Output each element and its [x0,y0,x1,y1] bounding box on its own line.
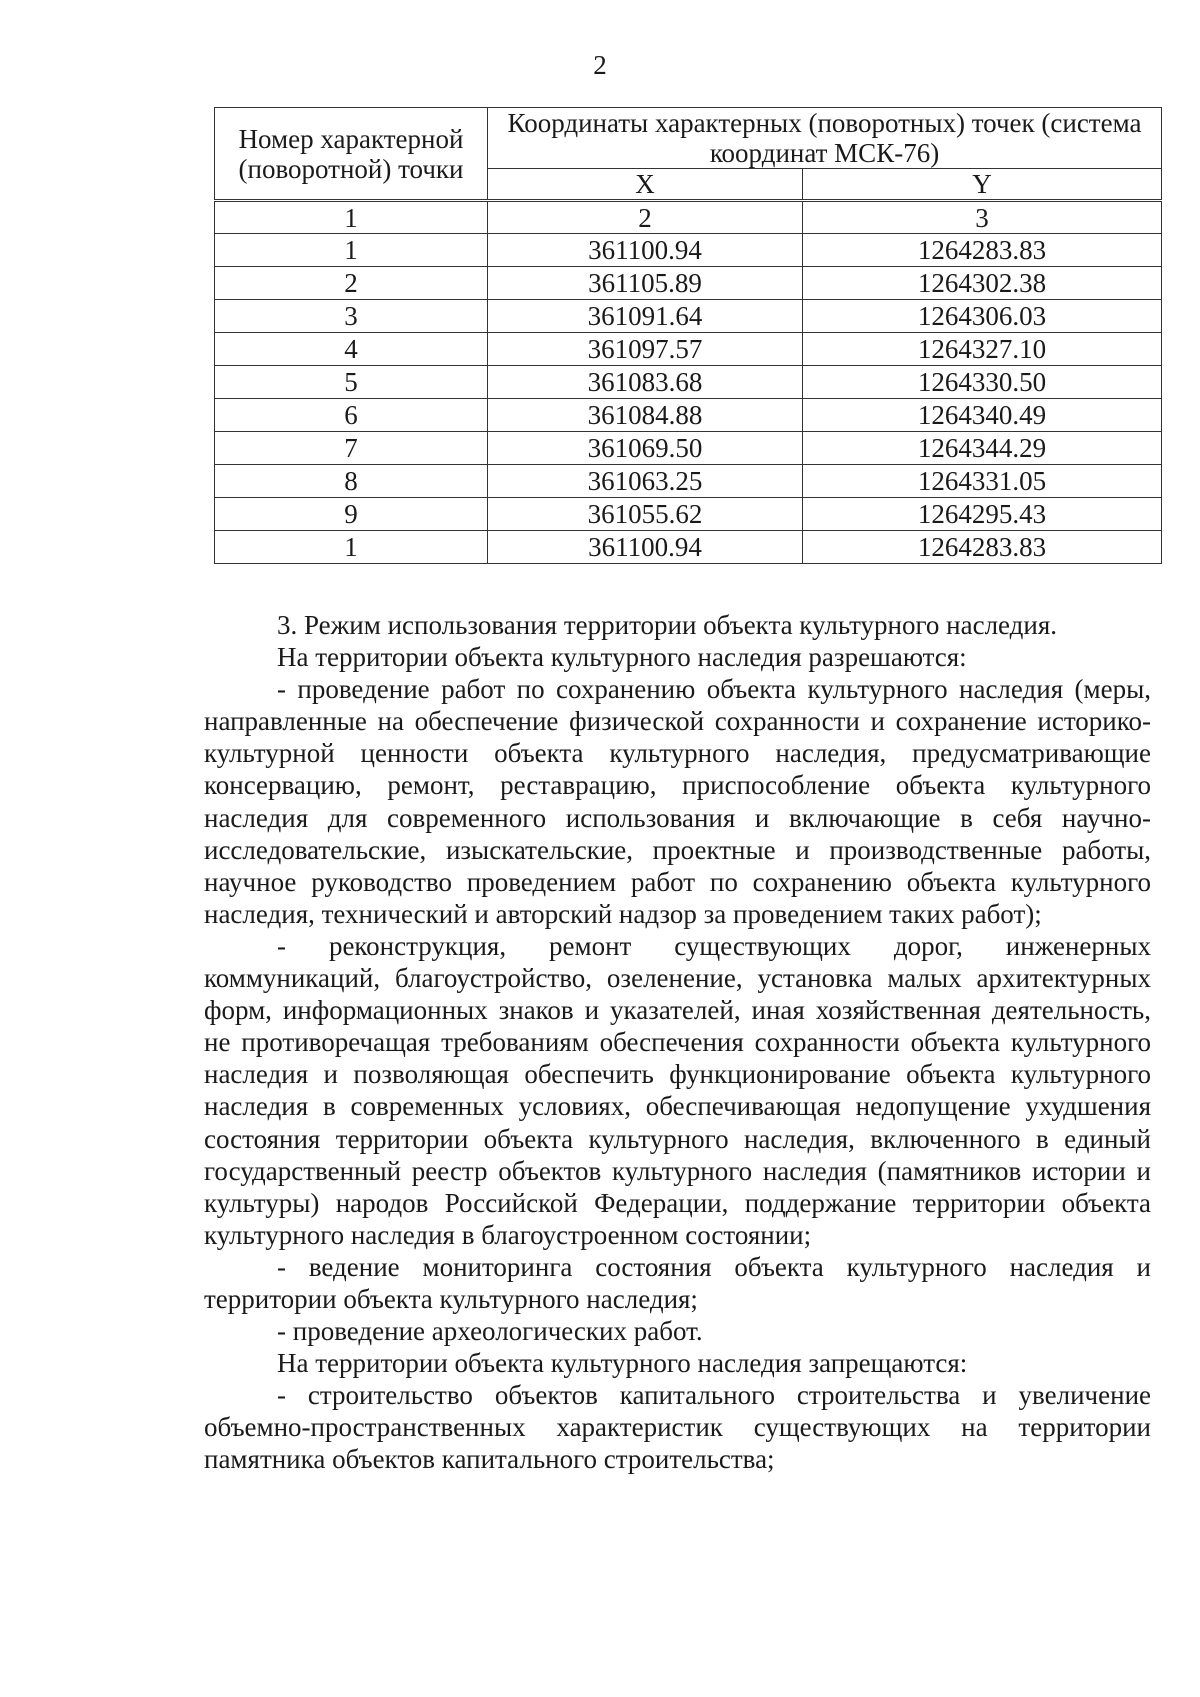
header-x: X [488,169,803,201]
table-row [215,333,1162,366]
point-number: 3 [215,300,488,333]
coord-x: 361084.88 [488,399,803,432]
coord-y: 1264306.03 [803,300,1162,333]
column-number-2: 2 [488,201,803,234]
column-numbers-row [215,201,1162,234]
point-number: 5 [215,366,488,399]
table-row [215,465,1162,498]
coord-y: 1264344.29 [803,432,1162,465]
allowed-intro: На территории объекта культурного наследия разрешаются: [277,642,967,673]
allowed-item-preservation-works: - проведение работ по сохранению объекта культурного наследия (меры, направленные на обеспечение физической сохранности и сохранение историко-культурной ценности объекта культурного наследия, предусматривающие консервацию, ремонт, реставрацию, приспособление объекта культурного наследия для современного использования и включающие в себя научно-исследовательские, изыскательские, проектные и производственные работы, научное руководство проведением работ по сохранению объекта культурного наследия, технический и авторский надзор за проведением таких работ); [204,674,1151,929]
column-number-3: 3 [803,201,1162,234]
table-row [215,366,1162,399]
point-number: 7 [215,432,488,465]
document-body [204,609,1151,1476]
header-y: Y [803,169,1162,201]
coord-y: 1264327.10 [803,333,1162,366]
prohibited-item-construction: - строительство объектов капитального строительства и увеличение объемно-пространственных характеристик существующих на территории памятника объектов капитального строительства; [204,1380,1151,1475]
coord-x: 361055.62 [488,498,803,531]
point-number: 1 [215,531,488,564]
coord-x: 361097.57 [488,333,803,366]
coord-y: 1264283.83 [803,531,1162,564]
table-row [215,432,1162,465]
point-number: 2 [215,267,488,300]
table-row [215,300,1162,333]
point-number: 6 [215,399,488,432]
section-heading-usage-regime: 3. Режим использования территории объекта культурного наследия. [277,610,1058,640]
prohibited-intro: На территории объекта культурного наследия запрещаются: [277,1348,968,1379]
coordinates-table [214,107,1162,564]
point-number: 8 [215,465,488,498]
coord-x: 361083.68 [488,366,803,399]
table-row [215,531,1162,564]
coord-y: 1264283.83 [803,234,1162,267]
coord-y: 1264340.49 [803,399,1162,432]
header-coordinates: Координаты характерных (поворотных) точек (система координат МСК-76) [488,108,1162,169]
coord-x: 361100.94 [488,234,803,267]
table-row [215,498,1162,531]
header-point-number: Номер характерной (поворотной) точки [215,108,488,201]
coord-x: 361100.94 [488,531,803,564]
allowed-item-archaeology: - проведение археологических работ. [277,1316,703,1347]
coord-y: 1264330.50 [803,366,1162,399]
coord-y: 1264331.05 [803,465,1162,498]
point-number: 9 [215,498,488,531]
allowed-item-reconstruction: - реконструкция, ремонт существующих дорог, инженерных коммуникаций, благоустройство, озеленение, установка малых архитектурных форм, информационных знаков и указателей, иная хозяйственная деятельность, не противоречащая требованиям обеспечения сохранности объекта культурного наследия и позволяющая обеспечить функционирование объекта культурного наследия в современных условиях, обеспечивающая недопущение ухудшения состояния территории объекта культурного наследия, включенного в единый государственный реестр объектов культурного наследия (памятников истории и культуры) народов Российской Федерации, поддержание территории объекта культурного наследия в благоустроенном состоянии; [204,930,1151,1250]
coord-x: 361063.25 [488,465,803,498]
point-number: 4 [215,333,488,366]
column-number-1: 1 [215,201,488,234]
allowed-item-monitoring: - ведение мониторинга состояния объекта культурного наследия и территории объекта культурного наследия; [204,1251,1151,1314]
coord-x: 361069.50 [488,432,803,465]
coord-x: 361091.64 [488,300,803,333]
page-number: 2 [593,50,607,80]
table-row [215,234,1162,267]
point-number: 1 [215,234,488,267]
table-row [215,267,1162,300]
coord-y: 1264295.43 [803,498,1162,531]
coord-x: 361105.89 [488,267,803,300]
table-row [215,399,1162,432]
coord-y: 1264302.38 [803,267,1162,300]
table-header-row [215,108,1162,169]
